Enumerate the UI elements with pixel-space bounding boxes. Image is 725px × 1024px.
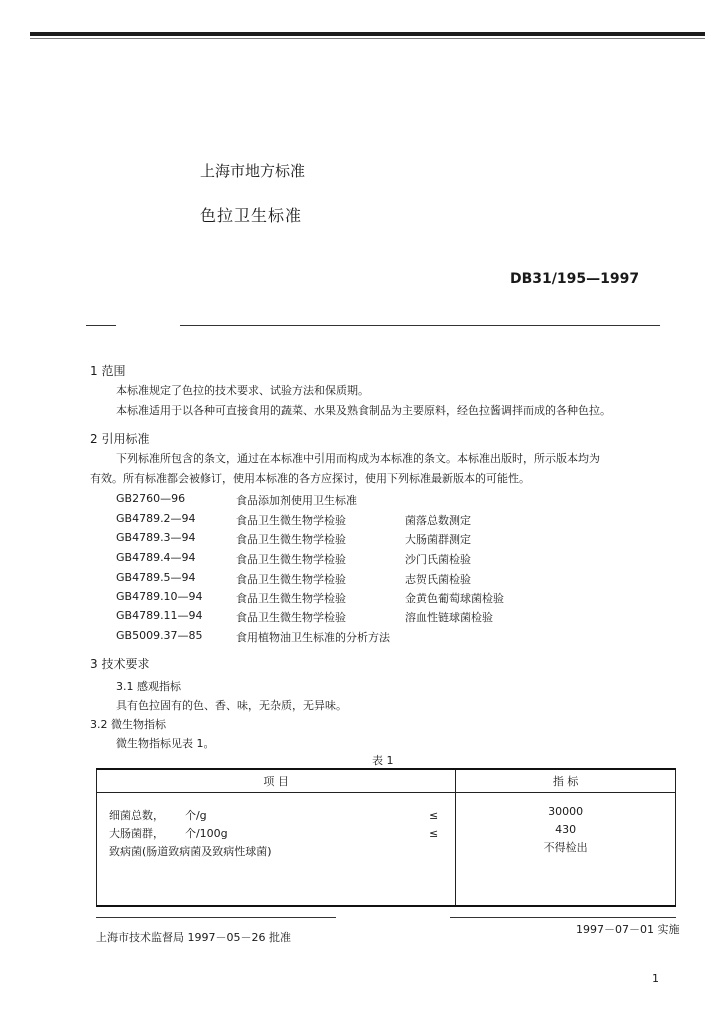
sensory-heading: 3.1 感观指标 bbox=[116, 680, 181, 693]
reference-code: GB4789.4—94 bbox=[116, 551, 196, 564]
table-caption: 表 1 bbox=[372, 754, 394, 767]
reference-subtitle: 菌落总数测定 bbox=[405, 514, 471, 527]
column-header-value: 指 标 bbox=[456, 769, 676, 793]
table-row bbox=[109, 807, 455, 825]
document-title: 色拉卫生标准 bbox=[200, 206, 303, 225]
reference-code: GB2760—96 bbox=[116, 492, 186, 505]
reference-name: 食品卫生微生物学检验 bbox=[236, 573, 346, 586]
item-label: 大肠菌群， 个/100g bbox=[109, 827, 228, 840]
microbial-text: 微生物指标见表 1。 bbox=[116, 737, 215, 750]
operator: ≤ bbox=[429, 827, 439, 840]
value: 不得检出 bbox=[543, 841, 588, 854]
item-label: 细菌总数， 个/g bbox=[109, 809, 207, 822]
reference-code: GB4789.5—94 bbox=[116, 571, 196, 584]
reference-subtitle: 溶血性链球菌检验 bbox=[405, 611, 493, 624]
refs-intro-line-1: 下列标准所包含的条文，通过在本标准中引用而构成为本标准的条文。本标准出版时，所示版本均为 bbox=[116, 452, 600, 465]
standard-code: DB31/195—1997 bbox=[510, 271, 640, 287]
top-border bbox=[30, 32, 705, 36]
footer-rule-right bbox=[450, 917, 676, 918]
item-label: 致病菌(肠道致病菌及致病性球菌) bbox=[109, 845, 272, 858]
microbial-heading: 3.2 微生物指标 bbox=[90, 718, 166, 731]
reference-code: GB4789.10—94 bbox=[116, 590, 203, 603]
header-rule-right bbox=[180, 325, 660, 326]
column-header-item: 项 目 bbox=[97, 769, 456, 793]
reference-subtitle: 志贺氏菌检验 bbox=[405, 573, 471, 586]
reference-code: GB4789.2—94 bbox=[116, 512, 196, 525]
reference-name: 食用植物油卫生标准的分析方法 bbox=[236, 631, 390, 644]
reference-name: 食品卫生微生物学检验 bbox=[236, 553, 346, 566]
table-header-row bbox=[97, 769, 676, 793]
top-border-thin bbox=[30, 38, 705, 39]
effective-date: 1997－07－01 实施 bbox=[576, 923, 680, 936]
value: 30000 bbox=[548, 805, 584, 818]
footer-rule-left bbox=[96, 917, 336, 918]
reference-subtitle: 沙门氏菌检验 bbox=[405, 553, 471, 566]
page-number: 1 bbox=[652, 972, 659, 985]
reference-code: GB4789.3—94 bbox=[116, 531, 196, 544]
section-tech-heading: 3 技术要求 bbox=[90, 657, 150, 671]
scope-line-2: 本标准适用于以各种可直接食用的蔬菜、水果及熟食制品为主要原料，经色拉酱调拌而成的各种色拉。 bbox=[116, 404, 611, 417]
refs-intro-line-2: 有效。所有标准都会被修订，使用本标准的各方应探讨，使用下列标准最新版本的可能性。 bbox=[90, 472, 530, 485]
reference-name: 食品卫生微生物学检验 bbox=[236, 611, 346, 624]
scope-line-1: 本标准规定了色拉的技术要求、试验方法和保质期。 bbox=[116, 384, 369, 397]
reference-subtitle: 大肠菌群测定 bbox=[405, 533, 471, 546]
issue-approval: 上海市技术监督局 1997－05－26 批准 bbox=[96, 931, 291, 944]
reference-name: 食品卫生微生物学检验 bbox=[236, 592, 346, 605]
reference-name: 食品卫生微生物学检验 bbox=[236, 533, 346, 546]
standard-series: 上海市地方标准 bbox=[200, 162, 306, 180]
reference-name: 食品卫生微生物学检验 bbox=[236, 514, 346, 527]
microbial-spec-table bbox=[96, 768, 676, 907]
sensory-text: 具有色拉固有的色、香、味，无杂质，无异味。 bbox=[116, 699, 347, 712]
table-row bbox=[109, 825, 455, 843]
item-cell bbox=[97, 793, 456, 907]
operator: ≤ bbox=[429, 809, 439, 822]
value-cell bbox=[456, 793, 676, 907]
table-row bbox=[109, 843, 455, 861]
table-body-row bbox=[97, 793, 676, 907]
reference-code: GB4789.11—94 bbox=[116, 609, 203, 622]
section-refs-heading: 2 引用标准 bbox=[90, 432, 150, 446]
reference-code: GB5009.37—85 bbox=[116, 629, 203, 642]
header-rule-left bbox=[86, 325, 116, 326]
value: 430 bbox=[555, 823, 577, 836]
reference-name: 食品添加剂使用卫生标准 bbox=[236, 494, 357, 507]
reference-subtitle: 金黄色葡萄球菌检验 bbox=[405, 592, 504, 605]
section-scope-heading: 1 范围 bbox=[90, 364, 126, 378]
